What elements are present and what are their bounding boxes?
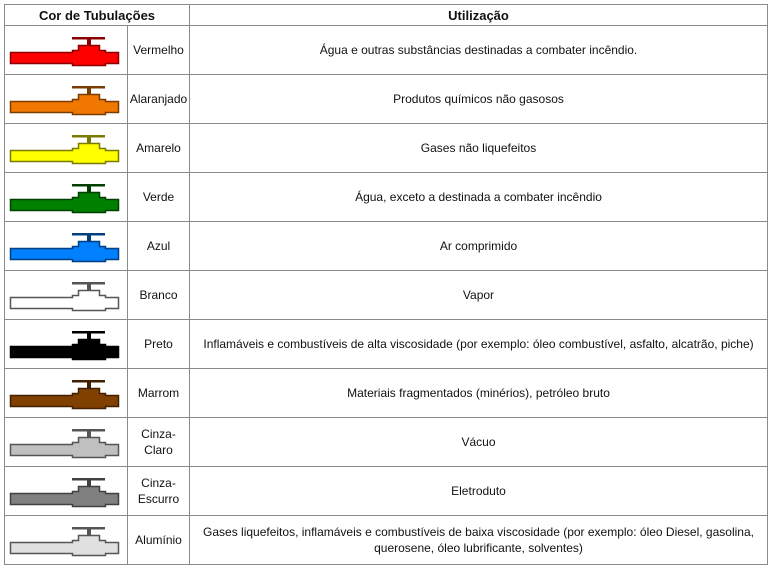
usage-text: Água, exceto a destinada a combater incêndio [190, 173, 768, 222]
header-color: Cor de Tubulações [5, 5, 190, 26]
usage-text: Vácuo [190, 418, 768, 467]
usage-text: Eletroduto [190, 467, 768, 516]
pipe-icon-cell [5, 124, 128, 173]
pipe-icon-cell [5, 75, 128, 124]
usage-text: Gases não liquefeitos [190, 124, 768, 173]
pipe-valve-icon [5, 320, 127, 368]
pipe-icon-cell [5, 516, 128, 565]
table-row [5, 124, 768, 173]
pipe-valve-icon [5, 418, 127, 466]
color-name: Vermelho [128, 26, 190, 75]
usage-text: Materiais fragmentados (minérios), petróleo bruto [190, 369, 768, 418]
color-name: Cinza-Claro [128, 418, 190, 467]
table-row [5, 173, 768, 222]
pipe-valve-icon [5, 271, 127, 319]
table-row [5, 418, 768, 467]
table-row [5, 271, 768, 320]
pipe-valve-icon [5, 467, 127, 515]
usage-text: Produtos químicos não gasosos [190, 75, 768, 124]
pipe-valve-icon [5, 516, 127, 564]
pipe-icon-cell [5, 320, 128, 369]
pipe-color-table [4, 4, 768, 565]
pipe-icon-cell [5, 271, 128, 320]
pipe-valve-icon [5, 124, 127, 172]
color-name: Alumínio [128, 516, 190, 565]
pipe-icon-cell [5, 467, 128, 516]
table-row [5, 320, 768, 369]
pipe-icon-cell [5, 369, 128, 418]
table-row [5, 26, 768, 75]
pipe-icon-cell [5, 222, 128, 271]
color-name: Branco [128, 271, 190, 320]
color-name: Alaranjado [128, 75, 190, 124]
pipe-valve-icon [5, 26, 127, 74]
usage-text: Água e outras substâncias destinadas a combater incêndio. [190, 26, 768, 75]
color-name: Cinza-Escurro [128, 467, 190, 516]
pipe-icon-cell [5, 26, 128, 75]
color-name: Azul [128, 222, 190, 271]
table-row [5, 369, 768, 418]
color-name: Preto [128, 320, 190, 369]
usage-text: Gases liquefeitos, inflamáveis e combustíveis de baixa viscosidade (por exemplo: óleo Diesel, gasolina, querosene, óleo lubrificante, solventes) [190, 516, 768, 565]
usage-text: Inflamáveis e combustíveis de alta viscosidade (por exemplo: óleo combustível, asfalto, alcatrão, piche) [190, 320, 768, 369]
usage-text: Vapor [190, 271, 768, 320]
usage-text: Ar comprimido [190, 222, 768, 271]
pipe-valve-icon [5, 173, 127, 221]
color-name: Amarelo [128, 124, 190, 173]
table-row [5, 75, 768, 124]
color-name: Marrom [128, 369, 190, 418]
pipe-valve-icon [5, 222, 127, 270]
pipe-valve-icon [5, 369, 127, 417]
header-usage: Utilização [190, 5, 768, 26]
table-row [5, 467, 768, 516]
pipe-icon-cell [5, 418, 128, 467]
table-row [5, 222, 768, 271]
table-row [5, 516, 768, 565]
header-row [5, 5, 768, 26]
pipe-valve-icon [5, 75, 127, 123]
pipe-icon-cell [5, 173, 128, 222]
color-name: Verde [128, 173, 190, 222]
